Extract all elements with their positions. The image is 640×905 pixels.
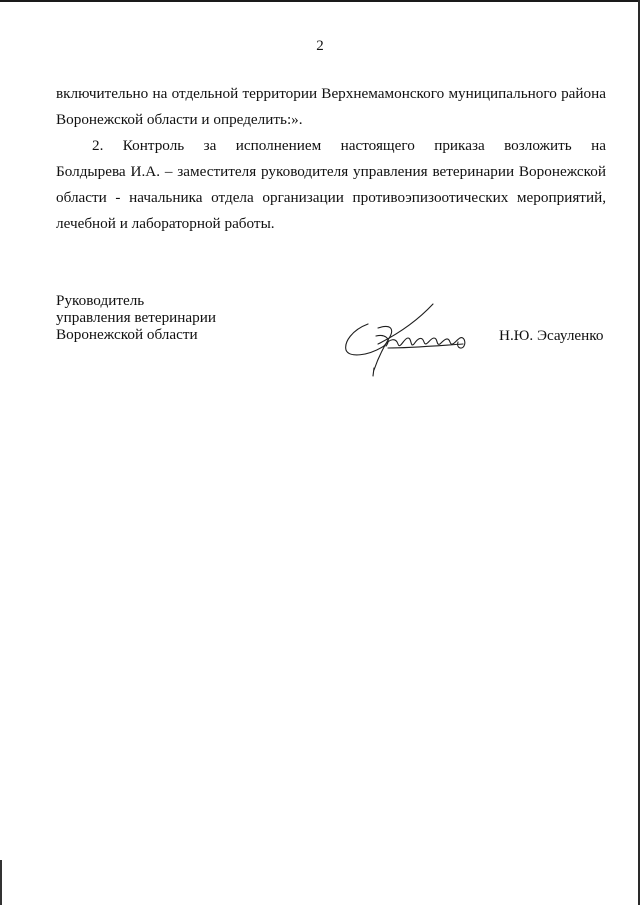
position-line-3: Воронежской области bbox=[56, 326, 198, 343]
signer-name: Н.Ю. Эсауленко bbox=[499, 327, 604, 344]
body-line-1: включительно на отдельной территории Верхнемамонского муниципального района bbox=[56, 85, 606, 102]
body-line-3-paragraph-2: 2. Контроль за исполнением настоящего приказа возложить на bbox=[92, 137, 606, 154]
body-line-4: Болдырева И.А. – заместителя руководителя управления ветеринарии Воронежской bbox=[56, 163, 606, 180]
scan-edge-top bbox=[0, 0, 640, 2]
body-line-2: Воронежской области и определить:». bbox=[56, 111, 303, 128]
scan-edge-left bbox=[0, 860, 2, 905]
handwritten-signature bbox=[338, 298, 473, 378]
page-number: 2 bbox=[316, 38, 324, 54]
position-line-2: управления ветеринарии bbox=[56, 309, 217, 326]
position-line-1: Руководитель bbox=[56, 292, 145, 309]
signatory-position bbox=[56, 292, 216, 343]
body-line-6: лечебной и лабораторной работы. bbox=[56, 215, 275, 232]
body-line-5: области - начальника отдела организации противоэпизоотических мероприятий, bbox=[56, 189, 606, 206]
